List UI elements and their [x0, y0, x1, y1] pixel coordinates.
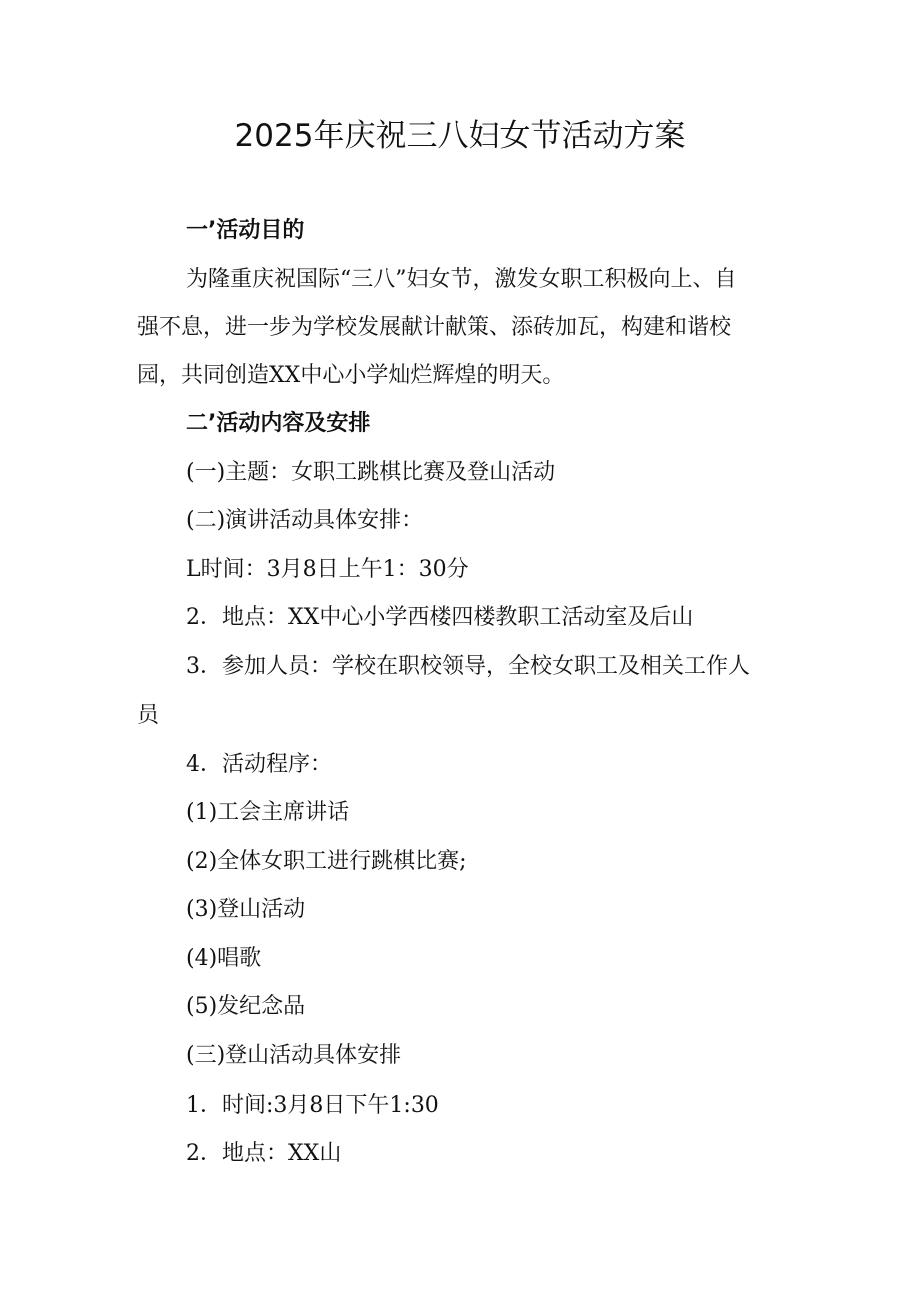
list-item-continuation: 员 [137, 703, 160, 728]
program-item: (5)发纪念品 [186, 994, 306, 1019]
paragraph-line: 强不息，进一步为学校发展献计献策、添砖加瓦，构建和谐校 [137, 315, 732, 340]
list-item: 3．参加人员：学校在职校领导，全校女职工及相关工作人 [186, 654, 750, 679]
section-heading-1: 一’活动目的 [186, 218, 305, 243]
list-item: L时间：3月8日上午1：30分 [186, 557, 469, 582]
document-title: 2025年庆祝三八妇女节活动方案 [234, 118, 686, 154]
list-item: 1．时间:3月8日下午1:30 [186, 1093, 439, 1118]
program-item: (4)唱歌 [186, 946, 262, 971]
program-item: (1)工会主席讲话 [186, 800, 350, 825]
subsection-hiking: (三)登山活动具体安排 [186, 1043, 402, 1068]
section-heading-2: 二’活动内容及安排 [186, 411, 371, 436]
subsection-speech: (二)演讲活动具体安排： [186, 508, 424, 533]
list-item: 4．活动程序： [186, 752, 332, 777]
paragraph-line: 为隆重庆祝国际“三八”妇女节，激发女职工积极向上、自 [186, 267, 737, 292]
list-item: 2．地点：XX山 [186, 1141, 342, 1166]
program-item: (2)全体女职工进行跳棋比赛; [186, 849, 467, 874]
list-item: 2．地点：XX中心小学西楼四楼教职工活动室及后山 [186, 605, 694, 630]
paragraph-line: 园，共同创造XX中心小学灿烂辉煌的明天。 [137, 363, 565, 388]
subsection-theme: (一)主题：女职工跳棋比赛及登山活动 [186, 460, 556, 485]
program-item: (3)登山活动 [186, 897, 306, 922]
